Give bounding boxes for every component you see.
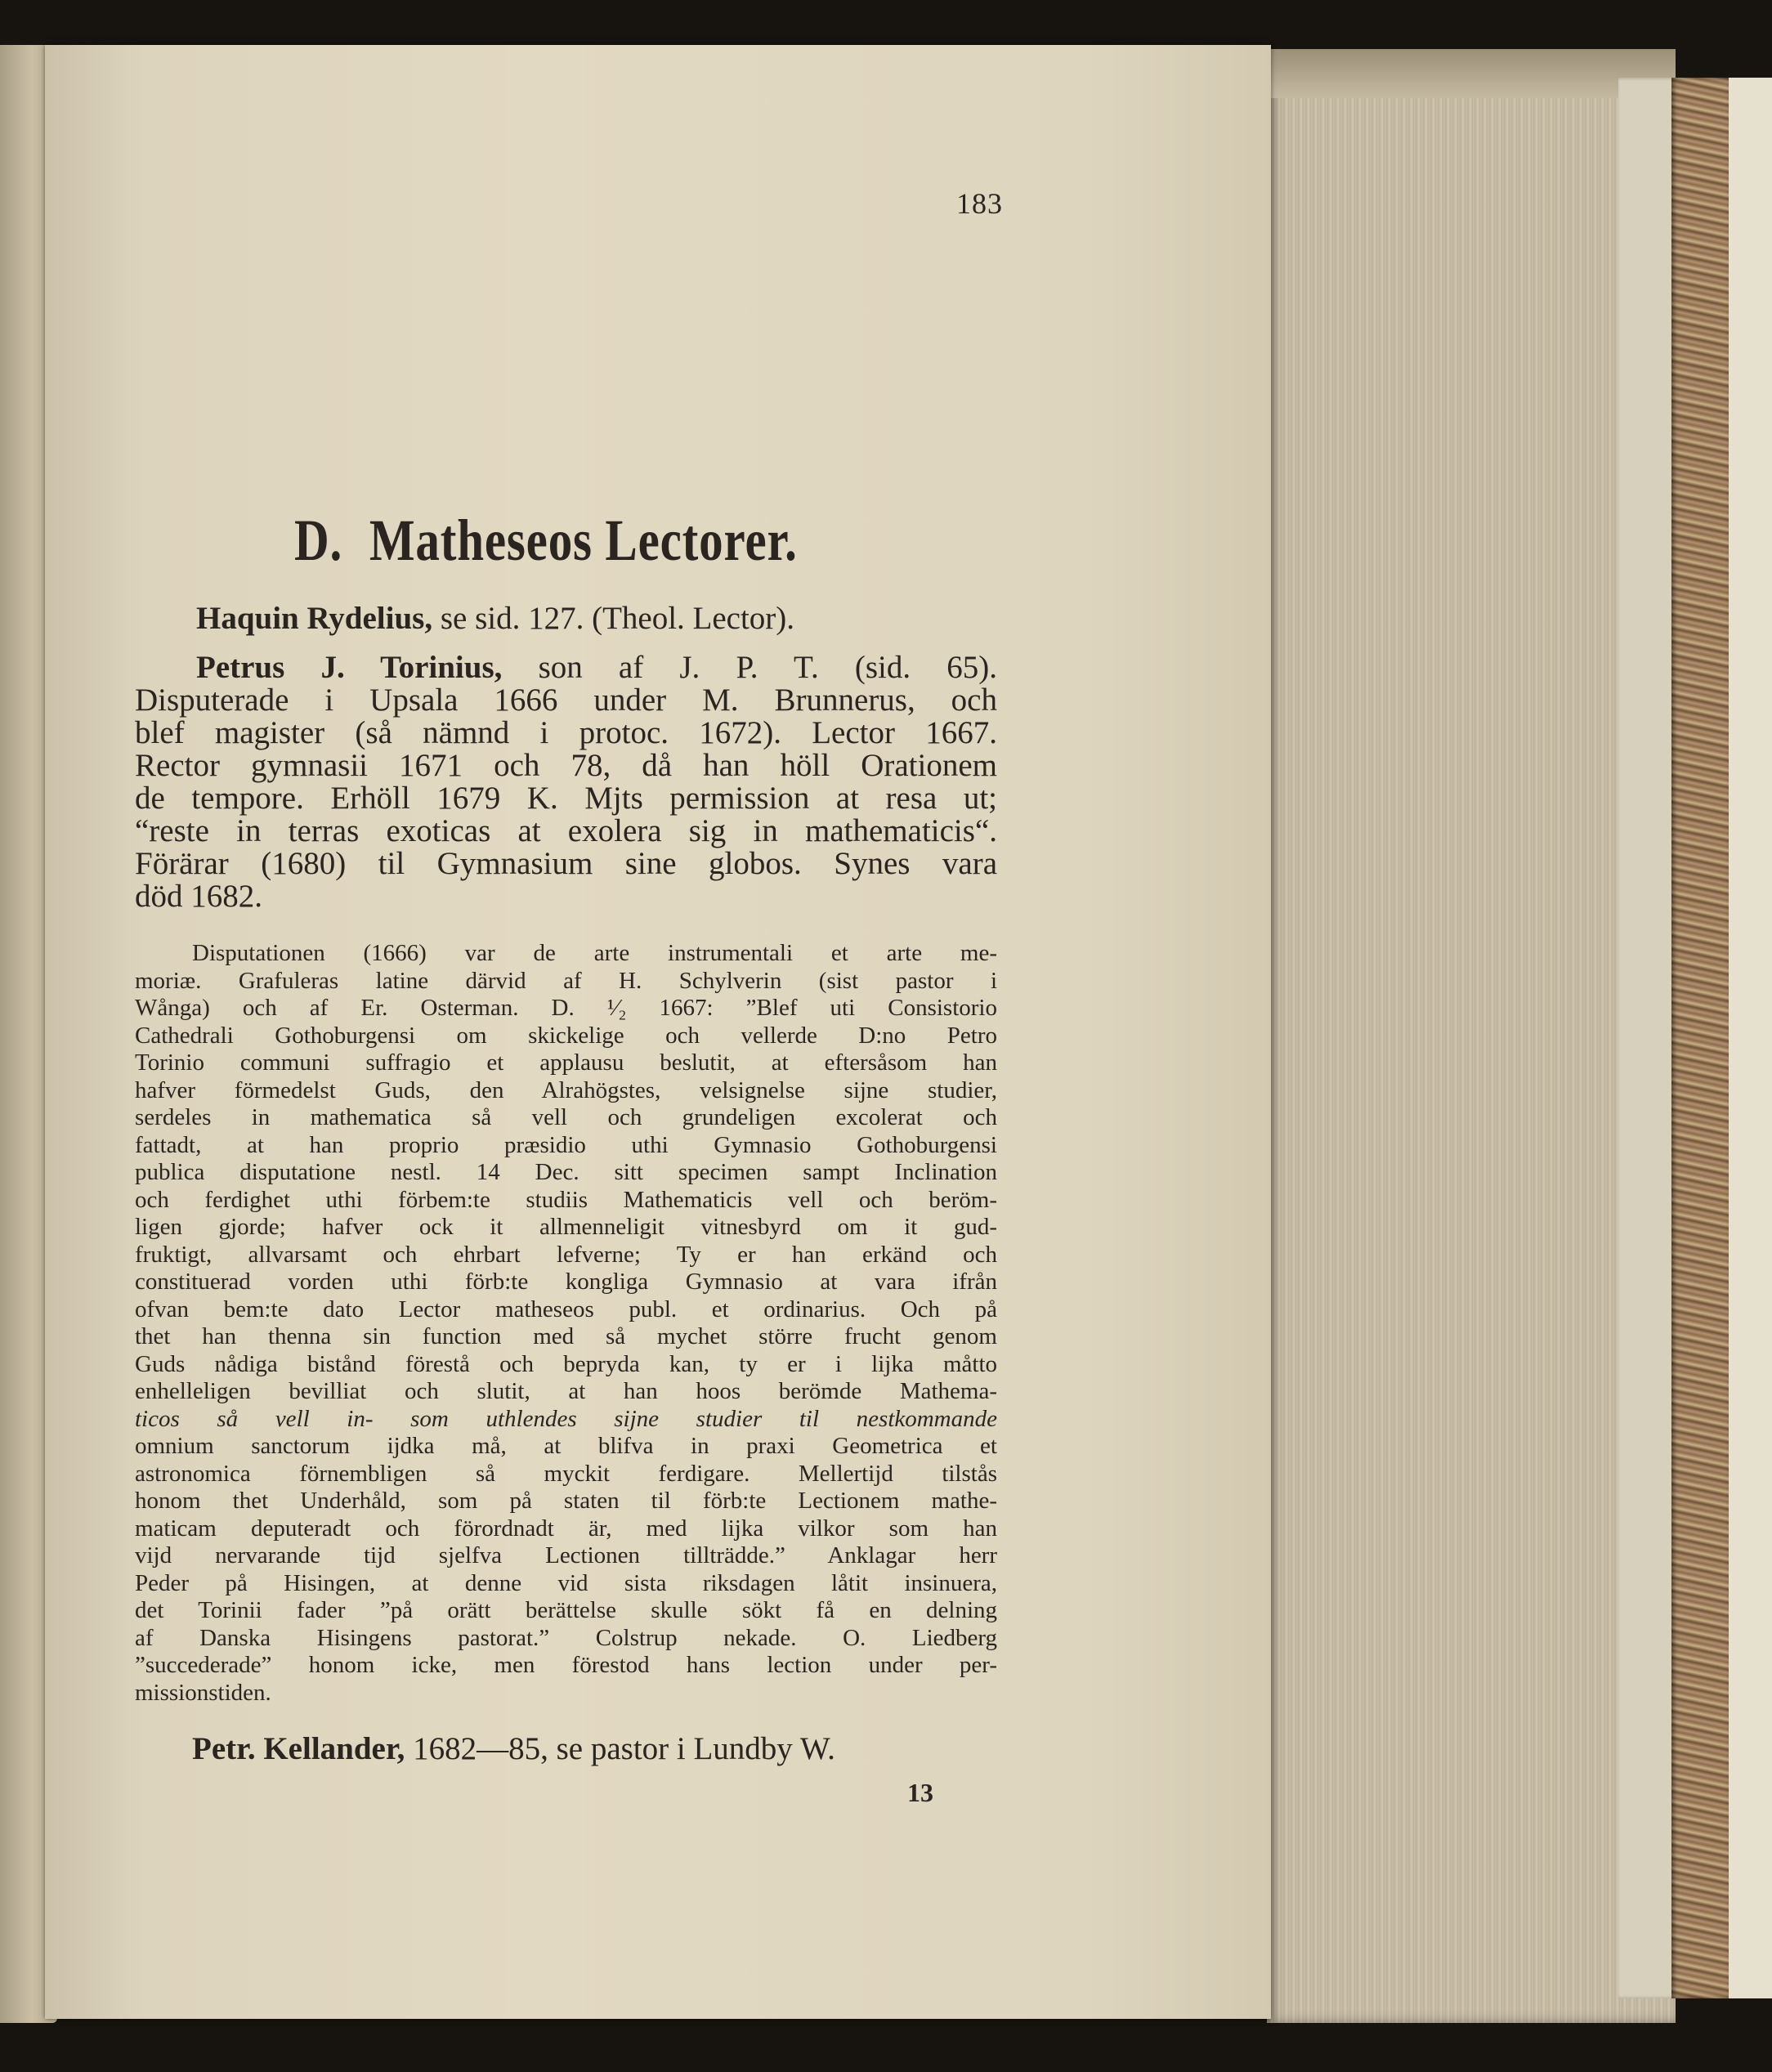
signature-mark: 13 <box>907 1778 933 1807</box>
section-heading <box>294 507 798 575</box>
note-line: ”succederade” honom icke, men förestod hans lection under per- <box>135 1652 997 1678</box>
note-line: af Danska Hisingens pastorat.” Colstrup nekade. O. Liedberg <box>135 1624 997 1651</box>
note-line: missionstiden. <box>135 1679 271 1706</box>
note-line: hafver förmedelst Guds, den Alrahögstes, velsignelse sijne studier, <box>135 1076 997 1103</box>
entry-text: 1682—85, se pastor i Lundby W. <box>413 1731 835 1766</box>
entry-note <box>135 940 997 1707</box>
note-line: publica disputatione nestl. 14 Dec. sitt specimen sampt Inclination <box>135 1159 997 1185</box>
note-line: astronomica förnembligen så myckit ferdigare. Mellertijd tilstås <box>135 1460 997 1487</box>
note-line: maticam deputeradt och förordnadt är, med lijka vilkor som han <box>135 1515 997 1542</box>
entry-name: Haquin Rydelius, <box>196 601 433 636</box>
entry-torinius <box>135 651 997 913</box>
note-line: Guds nådiga bistånd förestå och bepryda kan, ty er i lijka måtto <box>135 1350 997 1377</box>
note-line: omnium sanctorum ijdka må, at blifva in praxi Geometrica et <box>135 1433 997 1459</box>
section-letter: D. <box>294 508 343 573</box>
note-line: honom thet Underhåld, som på staten til förb:te Lectionem mathe- <box>135 1488 997 1514</box>
entry-line: Rector gymnasii 1671 och 78, då han höll Orationem <box>135 748 997 783</box>
note-line: ofvan bem:te dato Lector matheseos publ. et ordinarius. Och på <box>135 1296 997 1322</box>
entry-line: blef magister (så nämnd i protoc. 1672). Lector 1667. <box>135 715 997 750</box>
entry-line: död 1682. <box>135 879 262 914</box>
marbled-cover-edge <box>1671 78 1729 1998</box>
note-line: fattadt, at han proprio præsidio uthi Gymnasio Gothoburgensi <box>135 1131 997 1158</box>
entry-line: Förärar (1680) til Gymnasium sine globos. Synes vara <box>135 846 997 881</box>
note-line: Peder på Hisingen, at denne vid sista riksdagen låtit insinuera, <box>135 1569 997 1596</box>
note-line: moriæ. Grafuleras latine därvid af H. Schylverin (sist pastor i <box>135 967 997 994</box>
entry-line: de tempore. Erhöll 1679 K. Mjts permission at resa ut; <box>135 781 997 816</box>
note-line: det Torinii fader ”på orätt berättelse skulle sökt få en delning <box>135 1597 997 1623</box>
note-line: vijd nervarande tijd sjelfva Lectionen tillträdde.” Anklagar herr <box>135 1542 997 1569</box>
page-number: 183 <box>956 187 1003 220</box>
entry-line: “reste in terras exoticas at exolera sig in mathematicis“. <box>135 813 997 848</box>
entry-first-line: Petrus J. Torinius, son af J. P. T. (sid. 65). <box>196 650 998 685</box>
background-strip <box>1729 78 1772 1998</box>
note-line: thet han thenna sin function med så mychet större frucht genom <box>135 1323 997 1349</box>
note-line: constituerad vorden uthi förb:te kongliga Gymnasio at vara ifrån <box>135 1269 997 1295</box>
entry-text: se sid. 127. (Theol. Lector). <box>440 601 795 636</box>
note-line: Disputationen (1666) var de arte instrumentali et arte me- <box>192 940 997 966</box>
entry-rydelius <box>196 602 794 635</box>
note-line: Torinio communi suffragio et applausu beslutit, at eftersåsom han <box>135 1049 997 1076</box>
note-line: fruktigt, allvarsamt och ehrbart lefverne; Ty er han erkänd och <box>135 1241 997 1268</box>
note-line: serdeles in mathematica så vell och grundeligen excolerat och <box>135 1104 997 1130</box>
entry-line: Disputerade i Upsala 1666 under M. Brunnerus, och <box>135 682 997 718</box>
note-line: och ferdighet uthi förbem:te studiis Mathematicis vell och beröm- <box>135 1186 997 1213</box>
page-block-shadow <box>1267 49 1676 98</box>
note-line: ligen gjorde; hafver ock it allmenneligit vitnesbyrd om it gud- <box>135 1214 997 1240</box>
note-line: Wånga) och af Er. Osterman. D. ¹⁄₂ 1667: ”Blef uti Consistorio <box>135 995 997 1021</box>
note-line: Cathedrali Gothoburgensi om skickelige och vellerde D:no Petro <box>135 1022 997 1049</box>
page-block-edge <box>1267 49 1676 2023</box>
entry-name: Petr. Kellander, <box>192 1731 405 1766</box>
note-line: enhelleligen bevilliat och slutit, at han hoos berömde Mathema- <box>135 1378 997 1404</box>
entry-name: Petrus J. Torinius, <box>196 650 503 685</box>
note-line: ticos så vell in- som uthlendes sijne studier til nestkommande <box>135 1405 997 1432</box>
section-title: Matheseos Lectorer. <box>369 508 798 573</box>
entry-kellander <box>192 1733 835 1765</box>
